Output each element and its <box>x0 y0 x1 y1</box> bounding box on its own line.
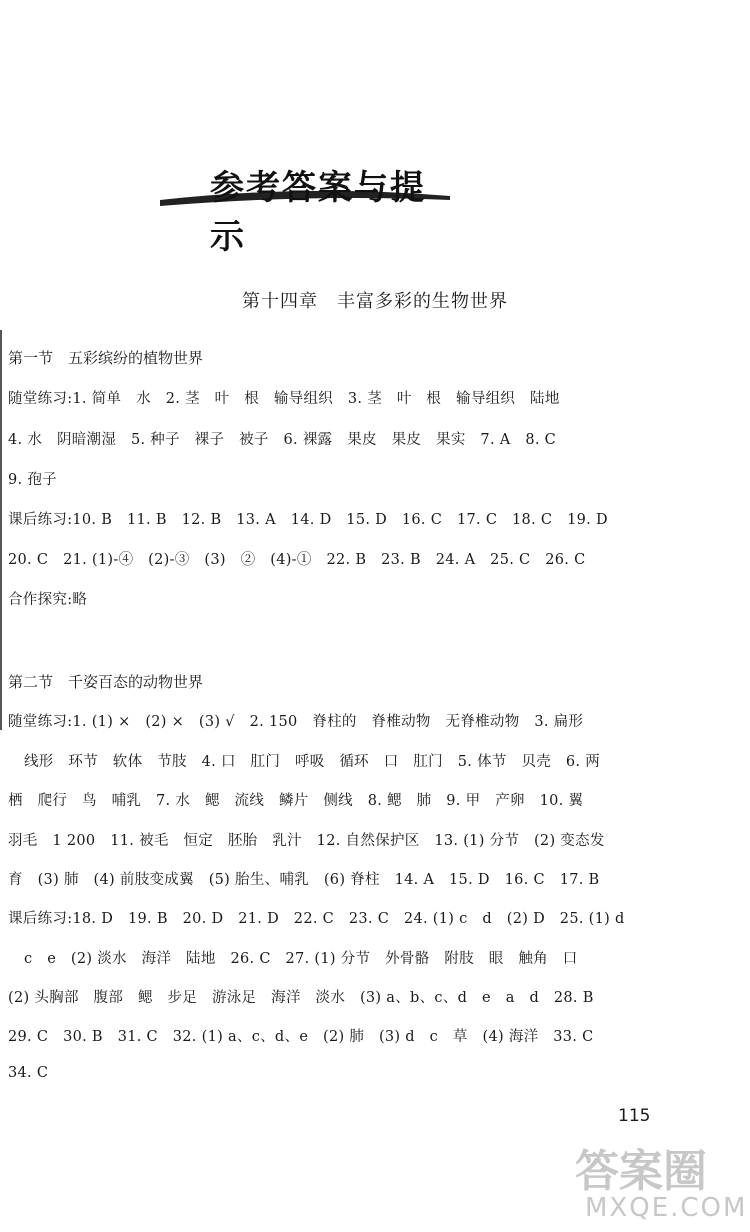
answer-line: 随堂练习:1. 简单 水 2. 茎 叶 根 输导组织 3. 茎 叶 根 输导组织 陆地 <box>8 391 560 407</box>
watermark-url: MXQE.COM <box>585 1193 748 1223</box>
answers-header <box>160 160 450 257</box>
answer-line: (2) 头胸部 腹部 鳃 步足 游泳足 海洋 淡水 (3) a、b、c、d e a d 28. B <box>8 990 594 1006</box>
watermark-text: 答案圈 <box>575 1146 707 1197</box>
watermark-logo <box>575 1135 748 1230</box>
answer-line: 34. C <box>8 1065 49 1081</box>
answer-line: 课后练习:18. D 19. B 20. D 21. D 22. C 23. C 24. (1) c d (2) D 25. (1) d <box>8 911 625 927</box>
answer-line: 课后练习:10. B 11. B 12. B 13. A 14. D 15. D 16. C 17. C 18. C 19. D <box>8 512 608 528</box>
answer-line: 9. 孢子 <box>8 472 57 488</box>
header-title: 参考答案与提示 <box>210 168 426 257</box>
answer-line: 合作探究:略 <box>8 592 88 608</box>
section-title: 第二节 千姿百态的动物世界 <box>8 673 204 691</box>
answer-line: 线形 环节 软体 节肢 4. 口 肛门 呼吸 循环 口 肛门 5. 体节 贝壳 6. 两 <box>24 754 601 770</box>
chapter-title: 第十四章 丰富多彩的生物世界 <box>242 291 508 312</box>
section-title: 第一节 五彩缤纷的植物世界 <box>8 349 204 367</box>
answer-line: 育 (3) 肺 (4) 前肢变成翼 (5) 胎生、哺乳 (6) 脊柱 14. A 15. D 16. C 17. B <box>8 872 600 888</box>
answer-line: 随堂练习:1. (1) × (2) × (3) √ 2. 150 脊柱的 脊椎动物 无脊椎动物 3. 扁形 <box>8 714 584 730</box>
answer-line: 羽毛 1 200 11. 被毛 恒定 胚胎 乳汁 12. 自然保护区 13. (1) 分节 (2) 变态发 <box>8 833 605 849</box>
answer-line: 20. C 21. (1)-④ (2)-③ (3) ② (4)-① 22. B 23. B 24. A 25. C 26. C <box>8 552 586 568</box>
page-number: 115 <box>618 1106 651 1126</box>
answer-line: 29. C 30. B 31. C 32. (1) a、c、d、e (2) 肺 (3) d c 草 (4) 海洋 33. C <box>8 1029 594 1045</box>
answer-line: c e (2) 淡水 海洋 陆地 26. C 27. (1) 分节 外骨骼 附肢 眼 触角 口 <box>24 951 578 967</box>
binding-edge <box>0 330 2 730</box>
answer-line: 栖 爬行 鸟 哺乳 7. 水 鳃 流线 鳞片 侧线 8. 鳃 肺 9. 甲 产卵 10. 翼 <box>8 793 584 809</box>
answer-line: 4. 水 阴暗潮湿 5. 种子 裸子 被子 6. 裸露 果皮 果皮 果实 7. A 8. C <box>8 432 557 448</box>
